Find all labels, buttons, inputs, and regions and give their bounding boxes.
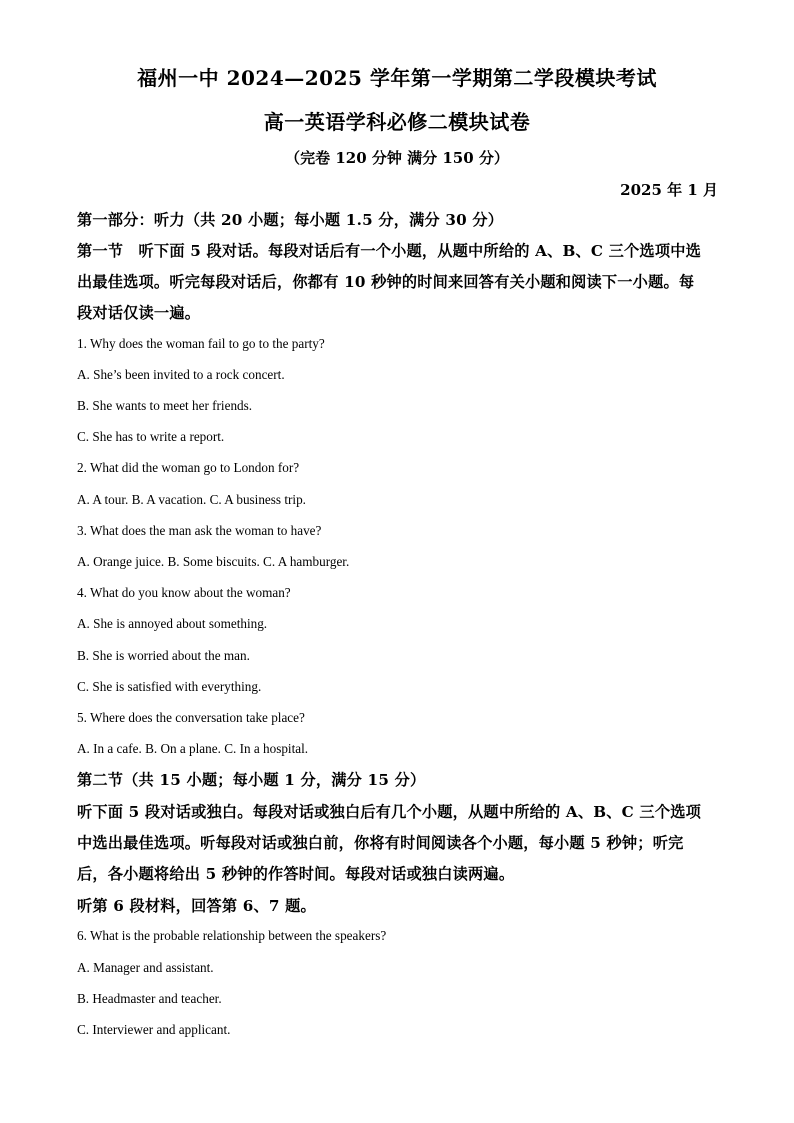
question-2-options: A. A tour. B. A vacation. C. A business trip. <box>77 492 306 507</box>
question-1: 1. Why does the woman fail to go to the party? <box>77 336 325 351</box>
question-1-option-b: B. She wants to meet her friends. <box>77 398 253 413</box>
question-5-options: A. In a cafe. B. On a plane. C. In a hospital. <box>77 741 309 756</box>
section2-instruction-line: 后，各小题将给出 5 秒钟的作答时间。每段对话或独白读两遍。 <box>77 865 515 883</box>
question-4-option-b: B. She is worried about the man. <box>77 648 250 663</box>
exam-time-score: （完卷 120 分钟 满分 150 分） <box>285 149 509 167</box>
section1-instruction-line: 出最佳选项。听完每段对话后，你都有 10 秒钟的时间来回答有关小题和阅读下一小题。每 <box>77 273 695 291</box>
question-4: 4. What do you know about the woman? <box>77 585 291 600</box>
question-4-option-a: A. She is annoyed about something. <box>77 616 268 631</box>
section1-instruction-line: 第一节 听下面 5 段对话。每段对话后有一个小题，从题中所给的 A、B、C 三个选项中选 <box>77 242 701 260</box>
exam-subject-title: 高一英语学科必修二模块试卷 <box>263 110 531 134</box>
question-1-option-a: A. She’s been invited to a rock concert. <box>77 367 285 382</box>
part1-heading: 第一部分：听力（共 20 小题；每小题 1.5 分，满分 30 分） <box>77 211 504 229</box>
section2-instruction-line: 听下面 5 段对话或独白。每段对话或独白后有几个小题，从题中所给的 A、B、C 三个选项 <box>77 803 701 821</box>
question-6: 6. What is the probable relationship between the speakers? <box>77 928 387 943</box>
section1-instruction-line: 段对话仅读一遍。 <box>77 304 201 322</box>
question-1-option-c: C. She has to write a report. <box>77 429 225 444</box>
section2-heading: 第二节（共 15 小题；每小题 1 分，满分 15 分） <box>77 771 426 789</box>
question-6-option-c: C. Interviewer and applicant. <box>77 1022 231 1037</box>
section2-instruction-line: 中选出最佳选项。听每段对话或独白前，你将有时间阅读各个小题，每小题 5 秒钟；听完 <box>77 834 684 852</box>
material-6-heading: 听第 6 段材料，回答第 6、7 题。 <box>77 897 316 915</box>
question-6-option-a: A. Manager and assistant. <box>77 960 214 975</box>
exam-title: 福州一中 2024—2025 学年第一学期第二学段模块考试 <box>137 66 657 90</box>
question-3: 3. What does the man ask the woman to have? <box>77 523 322 538</box>
question-3-options: A. Orange juice. B. Some biscuits. C. A hamburger. <box>77 554 350 569</box>
question-2: 2. What did the woman go to London for? <box>77 460 300 475</box>
question-4-option-c: C. She is satisfied with everything. <box>77 679 262 694</box>
question-6-option-b: B. Headmaster and teacher. <box>77 991 222 1006</box>
exam-date: 2025 年 1 月 <box>620 181 718 199</box>
question-5: 5. Where does the conversation take place? <box>77 710 305 725</box>
